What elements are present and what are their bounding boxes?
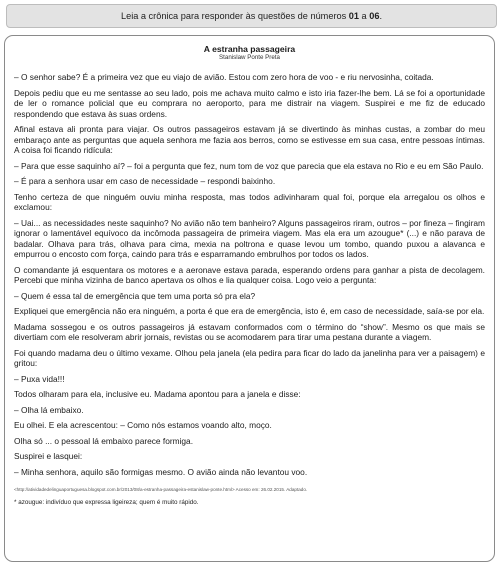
story-paragraph: Foi quando madama deu o último vexame. Olhou pela janela (ela pedira para ficar do lado da janelinha para ver a paisagem) e gritou: <box>14 347 485 368</box>
story-paragraph: Todos olharam para ela, inclusive eu. Madama apontou para a janela e disse: <box>14 389 301 399</box>
story-paragraph: Olha só ... o pessoal lá embaixo parece formiga. <box>14 435 194 446</box>
story-paragraph: – O senhor sabe? É a primeira vez que eu viajo de avião. Estou com zero hora de voo - e riu nervosinha, coitada. <box>14 72 434 82</box>
source-citation: <http://atividadedelinguaportuguesa.blogspot.com.br/2013/08/a-estranha-passageira-estanislaw-ponte.html> Acesso em: 26.02.2015. Adaptado. <box>14 487 308 492</box>
instruction-mid: a <box>359 11 370 21</box>
story-paragraph: – Puxa vida!!! <box>14 373 65 384</box>
story-paragraph: Tenho certeza de que ninguém ouviu minha resposta, mas todos adivinharam qual foi, porque ela arregalou os olhos e exclamou: <box>14 191 485 212</box>
story-paragraph: Afinal estava ali pronta para viajar. Os outros passageiros estavam já se divertindo às minhas custas, a zombar do meu embaraço ante as perguntas que aquela senhora me fazia aos berros, como se estivesse em sua casa, entre pessoas íntimas. A coisa foi ficando ridícula: <box>14 124 485 155</box>
story-card <box>4 35 495 562</box>
story-paragraph: – Uai... as necessidades neste saquinho? No avião não tem banheiro? Alguns passageiros riram, outros – por fineza – fingiram ignorar o lamentável equívoco da incômoda passageira de primeira viagem. Mas ela era um azougue* (...) e não parava de badalar. Olhava para trás, olhava para cima, mexia na poltrona e quase levou um tombo, quando puxou a alavanca e empurrou o encosto com força, caindo para trás e esparramando embrulhos por todos os lados. <box>14 217 485 259</box>
story-title: A estranha passageira <box>203 44 296 54</box>
question-number-end: 06 <box>369 11 380 21</box>
story-paragraph: Expliquei que emergência não era ninguém, a porta é que era de emergência, isto é, em caso de necessidade, saía-se por ela. <box>14 306 485 316</box>
story-paragraph: – Minha senhora, aquilo são formigas mesmo. O avião ainda não levantou voo. <box>14 466 308 477</box>
story-paragraph: Suspirei e lasquei: <box>14 451 83 461</box>
story-paragraph: – Olha lá embaixo. <box>14 404 84 415</box>
story-paragraph: Depois pediu que eu me sentasse ao seu lado, pois me achava muito calmo e isto iria fazer-lhe bem. Lá se foi a oportunidade de ler o romance policial que eu comprara no aeroporto, para me distrair na viagem. Suspirei e me fiz de educado respondendo que estava às suas ordens. <box>14 87 485 119</box>
question-number-start: 01 <box>348 11 359 21</box>
footnote: * azougue: indivíduo que expressa ligeireza; quem é muito rápido. <box>14 499 199 506</box>
story-paragraph: Eu olhei. E ela acrescentou: – Como nós estamos voando alto, moço. <box>14 420 272 430</box>
story-paragraph: Madama sossegou e os outros passageiros já estavam conformados com o término do “show”. Mesmo os que mais se divertiam com ele resolveram abrir jornais, revistas ou se acomodarem para tirar uma pestana durante a viagem. <box>14 321 485 342</box>
instruction-banner <box>6 4 497 28</box>
instruction-prefix: Leia a crônica para responder às questões de números <box>120 11 349 21</box>
story-paragraph: – É para a senhora usar em caso de necessidade – respondi baixinho. <box>14 176 276 186</box>
story-author: Stanislaw Ponte Preta <box>219 54 280 61</box>
instruction-suffix: . <box>379 11 383 21</box>
story-paragraph: – Para que esse saquinho aí? – foi a pergunta que fez, num tom de voz que parecia que ela estava no Rio e eu em São Paulo. <box>14 160 484 171</box>
story-paragraph: – Quem é essa tal de emergência que tem uma porta só pra ela? <box>14 290 256 301</box>
story-paragraph: O comandante já esquentara os motores e a aeronave estava parada, esperando ordens para ganhar a pista de decolagem. Percebi que minha vizinha de banco apertava os olhos e lia qualquer coisa. Logo veio a pergunta: <box>14 264 485 285</box>
